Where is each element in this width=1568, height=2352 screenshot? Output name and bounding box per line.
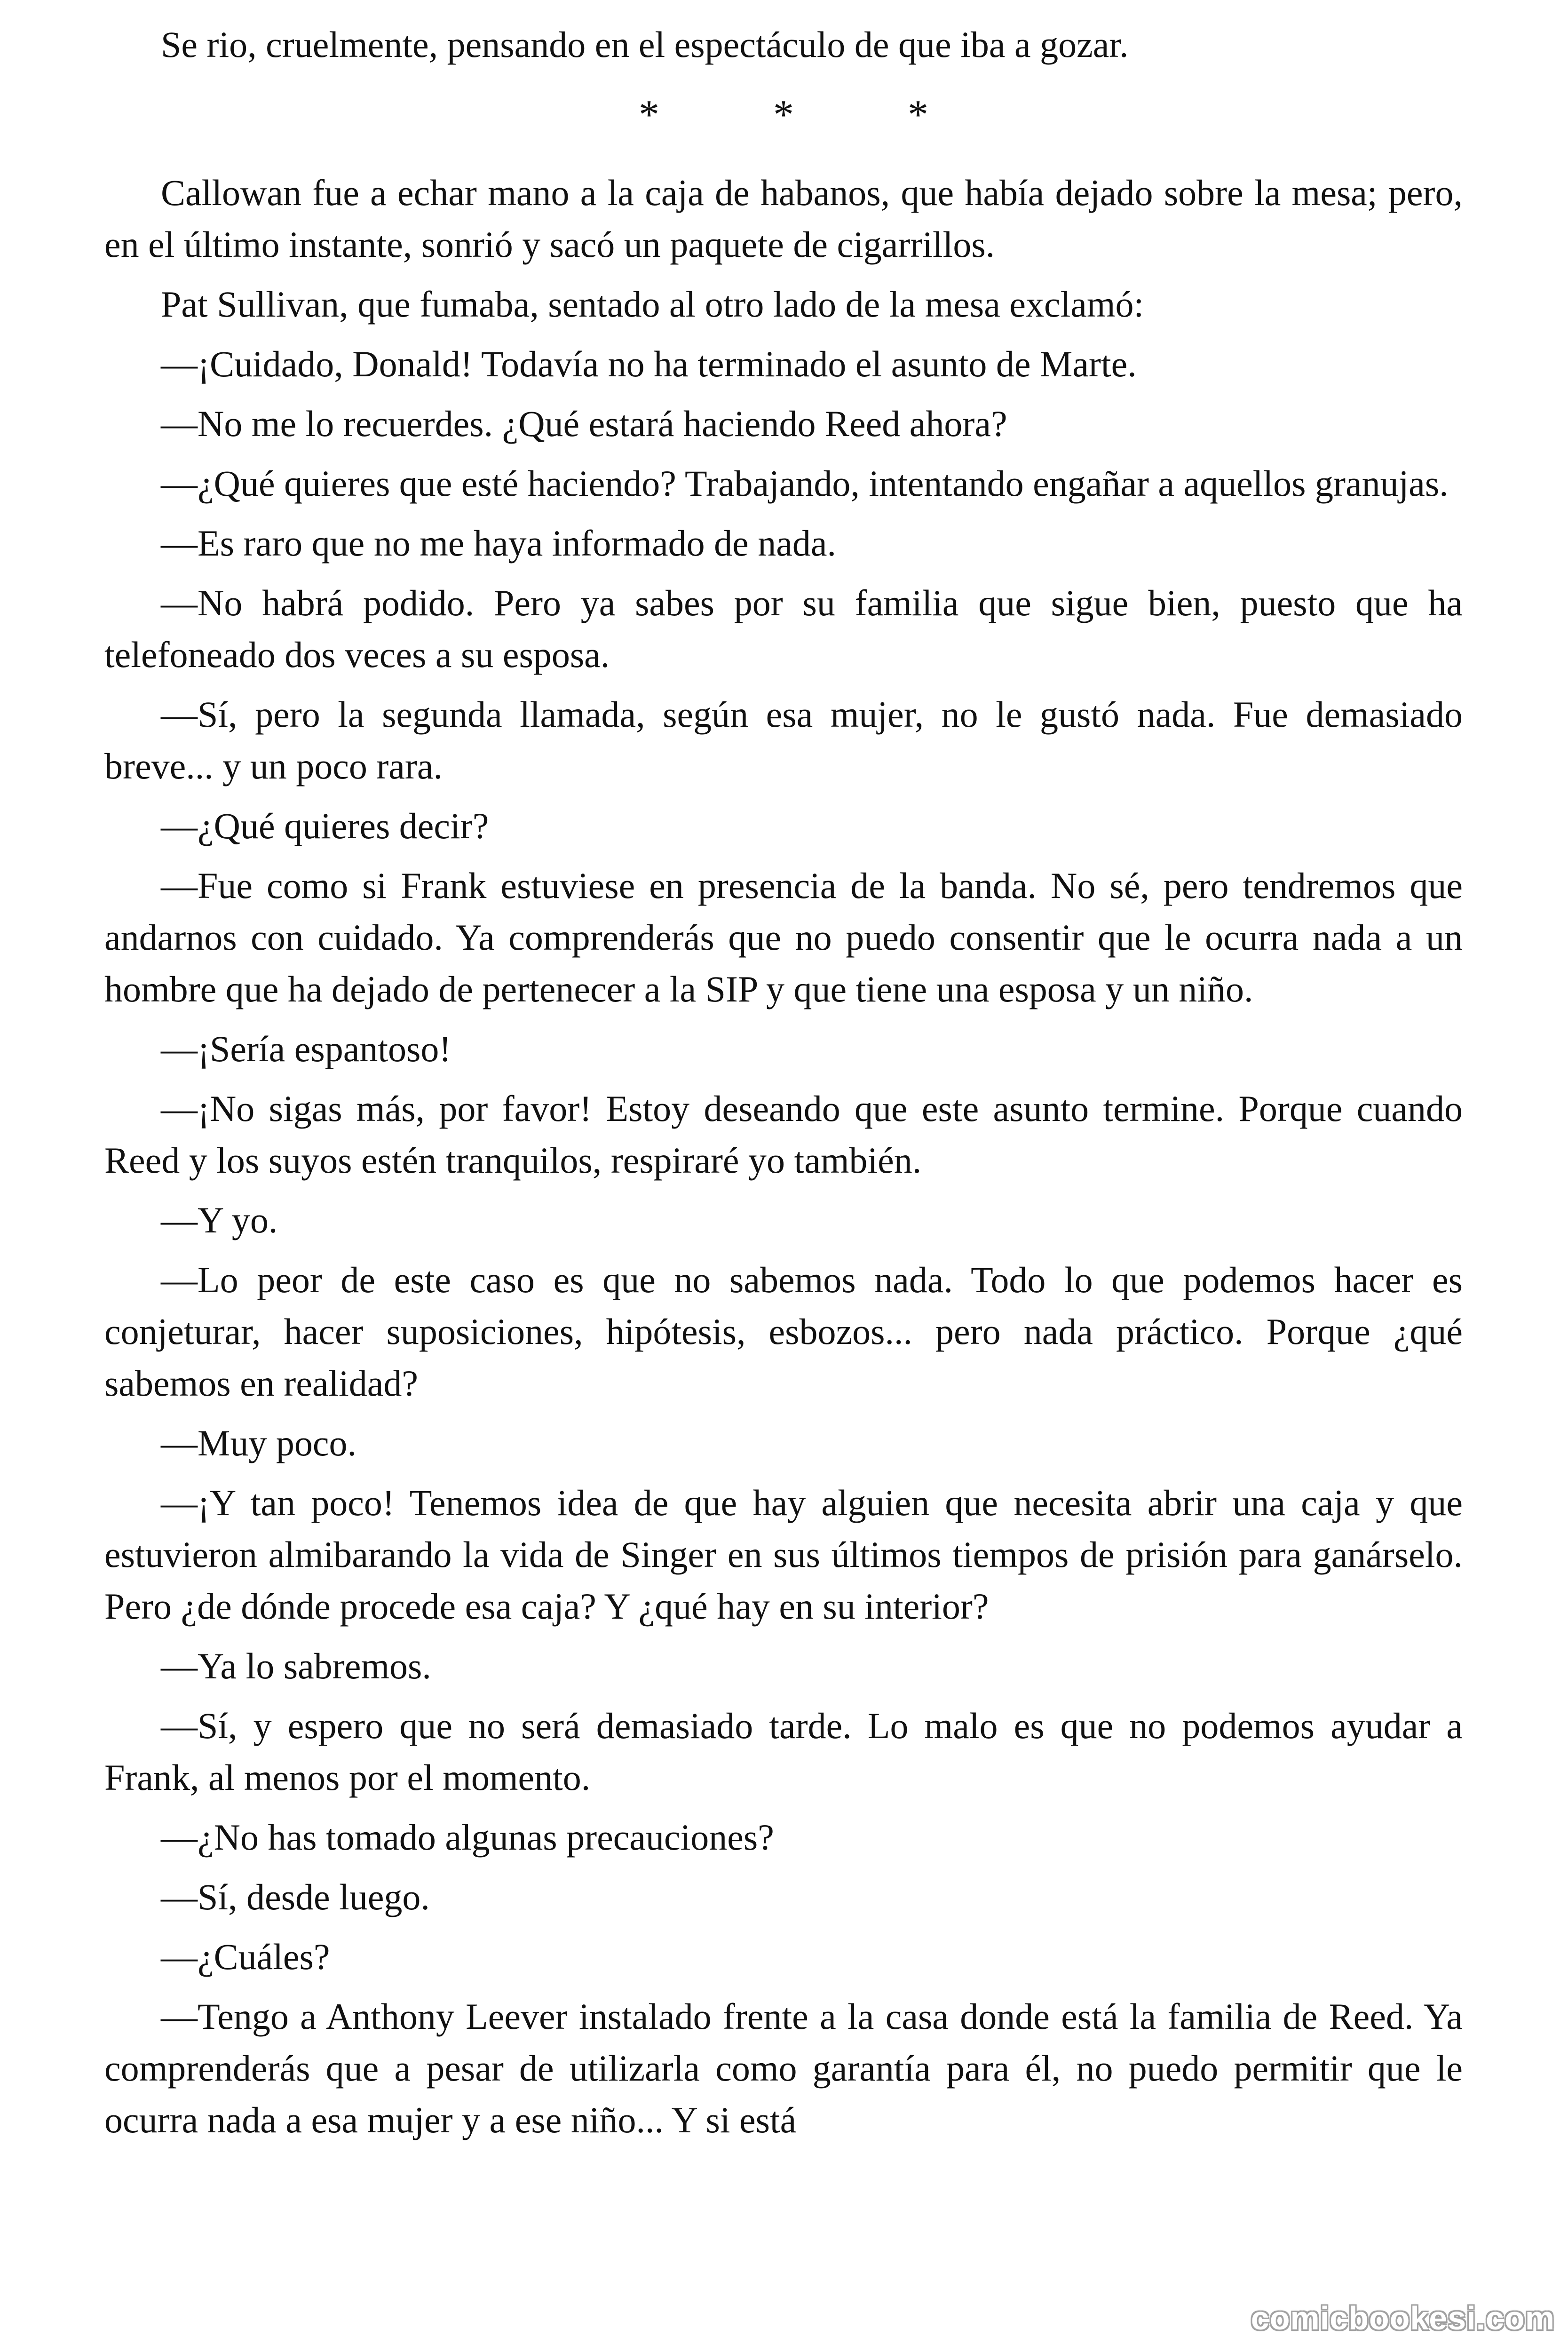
paragraph: —¿No has tomado algunas precauciones?	[161, 1817, 774, 1858]
section-separator: * * *	[639, 92, 980, 138]
paragraph: —¿Qué quieres decir?	[161, 805, 489, 846]
paragraph: —Muy poco.	[161, 1422, 356, 1463]
paragraph: —¿Cuáles?	[161, 1936, 330, 1977]
paragraph: —Y yo.	[161, 1200, 278, 1240]
paragraph: —Sí, pero la segunda llamada, según esa mujer, no le gustó nada. Fue demasiado breve... y un poco rara.	[104, 694, 1463, 787]
paragraph: —Lo peor de este caso es que no sabemos nada. Todo lo que podemos hacer es conjeturar, hacer suposiciones, hipótesis, esbozos... pero nada práctico. Porque ¿qué sabemos en realidad?	[104, 1259, 1463, 1404]
paragraph: —Ya lo sabremos.	[161, 1645, 431, 1686]
paragraph: —¡No sigas más, por favor! Estoy deseando que este asunto termine. Porque cuando Reed y los suyos estén tranquilos, respiraré yo también.	[104, 1088, 1463, 1181]
paragraph: —Sí, desde luego.	[161, 1876, 430, 1917]
paragraph: Se rio, cruelmente, pensando en el espectáculo de que iba a gozar.	[161, 24, 1129, 65]
paragraph: —¡Y tan poco! Tenemos idea de que hay alguien que necesita abrir una caja y que estuvieron almibarando la vida de Singer en sus últimos tiempos de prisión para ganárselo. Pero ¿de dónde procede esa caja? Y ¿qué hay en su interior?	[104, 1482, 1463, 1627]
paragraph: Callowan fue a echar mano a la caja de habanos, que había dejado sobre la mesa; pero, en el último instante, sonrió y sacó un paquete de cigarrillos.	[104, 172, 1463, 265]
paragraph: —¡Cuidado, Donald! Todavía no ha terminado el asunto de Marte.	[161, 343, 1137, 384]
paragraph: —Sí, y espero que no será demasiado tarde. Lo malo es que no podemos ayudar a Frank, al menos por el momento.	[104, 1705, 1463, 1798]
watermark-logo: comicbookesi.com	[1251, 2300, 1555, 2336]
paragraph: —Fue como si Frank estuviese en presencia de la banda. No sé, pero tendremos que andarnos con cuidado. Ya comprenderás que no puedo consentir que le ocurra nada a un hombre que ha dejado de pertenecer a la SIP y que tiene una esposa y un niño.	[104, 865, 1463, 1009]
paragraph: —No me lo recuerdes. ¿Qué estará haciendo Reed ahora?	[161, 403, 1007, 444]
paragraph: —¿Qué quieres que esté haciendo? Trabajando, intentando engañar a aquellos granujas.	[161, 463, 1449, 504]
book-page	[104, 19, 1463, 2343]
paragraph: —¡Sería espantoso!	[161, 1028, 451, 1069]
paragraph: Pat Sullivan, que fumaba, sentado al otro lado de la mesa exclamó:	[161, 284, 1144, 325]
paragraph: —Es raro que no me haya informado de nada.	[161, 523, 836, 564]
paragraph: —No habrá podido. Pero ya sabes por su familia que sigue bien, puesto que ha telefoneado dos veces a su esposa.	[104, 582, 1463, 675]
paragraph: —Tengo a Anthony Leever instalado frente a la casa donde está la familia de Reed. Ya comprenderás que a pesar de utilizarla como garantía para él, no puedo permitir que le ocurra nada a esa mujer y a ese niño... Y si está	[104, 1996, 1463, 2140]
